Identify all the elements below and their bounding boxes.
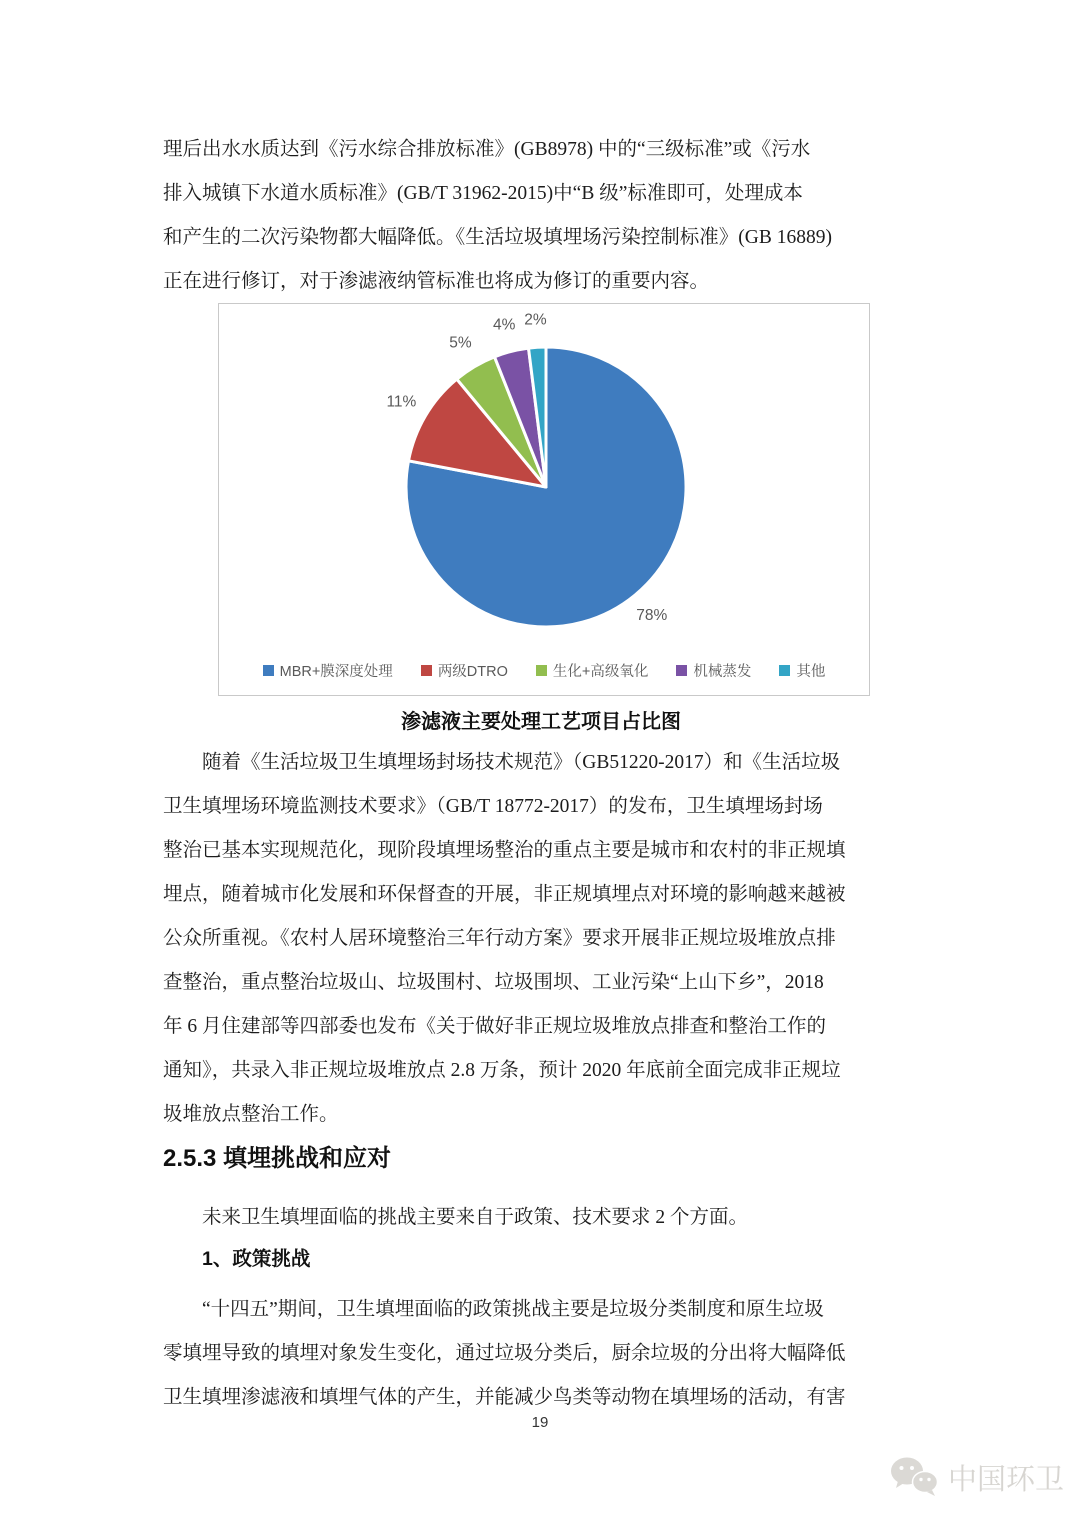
text-line: 年 6 月住建部等四部委也发布《关于做好非正规垃圾堆放点排查和整治工作的 (163, 1016, 827, 1037)
wechat-logo-icon (888, 1455, 940, 1499)
text-line: 整治已基本实现规范化，现阶段填埋场整治的重点主要是城市和农村的非正规填 (163, 840, 846, 861)
pie-percent-label: 5% (449, 334, 472, 352)
paragraph-challenges-intro (163, 1196, 919, 1240)
paragraph-landfill-regulation (163, 741, 919, 1137)
text-line: 通知》，共录入非正规垃圾堆放点 2.8 万条，预计 2020 年底前全面完成非正规垃 (163, 1060, 841, 1081)
legend-item (676, 660, 751, 681)
text-line: 随着《生活垃圾卫生填埋场封场技术规范》（GB51220-2017）和《生活垃圾 (202, 752, 841, 773)
text-line: 卫生填埋渗滤液和填埋气体的产生，并能减少鸟类等动物在填埋场的活动，有害 (163, 1387, 846, 1408)
paragraph-leachate-standards (163, 128, 919, 304)
legend-item (421, 660, 508, 681)
subsection-heading-policy: 1、政策挑战 (202, 1248, 311, 1270)
text-line: 正在进行修订，对于渗滤液纳管标准也将成为修订的重要内容。 (163, 271, 710, 292)
text-line: 公众所重视。《农村人居环境整治三年行动方案》要求开展非正规垃圾堆放点排 (163, 928, 836, 949)
text-line: “十四五”期间，卫生填埋面临的政策挑战主要是垃圾分类制度和原生垃圾 (202, 1299, 824, 1320)
pie-percent-label: 2% (524, 311, 547, 329)
paragraph-policy-challenge (163, 1288, 919, 1420)
legend-label: 两级DTRO (437, 664, 508, 680)
text-line: 圾堆放点整治工作。 (163, 1104, 339, 1125)
legend-swatch (263, 665, 274, 676)
text-line: 排入城镇下水道水质标准》(GB/T 31962-2015)中“B 级”标准即可，处理成本 (163, 183, 803, 204)
text-line: 埋点，随着城市化发展和环保督查的开展，非正规填埋点对环境的影响越来越被 (163, 884, 846, 905)
legend-label: MBR+膜深度处理 (279, 664, 393, 680)
chart-legend (219, 660, 869, 681)
legend-label: 生化+高级氧化 (552, 664, 649, 680)
legend-swatch (779, 665, 790, 676)
text-line: 理后出水水质达到《污水综合排放标准》(GB8978) 中的“三级标准”或《污水 (163, 139, 811, 160)
text-line: 未来卫生填埋面临的挑战主要来自于政策、技术要求 2 个方面。 (202, 1207, 749, 1228)
text-line: 零填埋导致的填埋对象发生变化，通过垃圾分类后，厨余垃圾的分出将大幅降低 (163, 1343, 846, 1364)
legend-label: 其他 (796, 664, 826, 680)
legend-swatch (676, 665, 687, 676)
pie-chart-figure (218, 303, 870, 696)
legend-label: 机械蒸发 (693, 664, 752, 680)
text-line: 卫生填埋场环境监测技术要求》（GB/T 18772-2017）的发布，卫生填埋场封场 (163, 796, 823, 817)
page-number: 19 (531, 1414, 549, 1431)
pie-chart (219, 310, 871, 650)
section-heading-253: 2.5.3 填埋挑战和应对 (163, 1145, 392, 1172)
legend-swatch (536, 665, 547, 676)
legend-item (263, 660, 393, 681)
pie-percent-label: 4% (492, 316, 516, 334)
legend-item (779, 660, 825, 681)
legend-swatch (421, 665, 432, 676)
text-line: 和产生的二次污染物都大幅降低。《生活垃圾填埋场污染控制标准》(GB 16889) (163, 227, 832, 248)
watermark (888, 1455, 1064, 1499)
text-line: 查整治，重点整治垃圾山、垃圾围村、垃圾围坝、工业污染“上山下乡”，2018 (163, 972, 824, 993)
pie-percent-label: 78% (636, 606, 668, 624)
legend-item (536, 660, 648, 681)
chart-caption: 渗滤液主要处理工艺项目占比图 (401, 711, 681, 733)
watermark-label: 中国环卫 (947, 1463, 1064, 1496)
pie-percent-label: 11% (386, 393, 417, 411)
